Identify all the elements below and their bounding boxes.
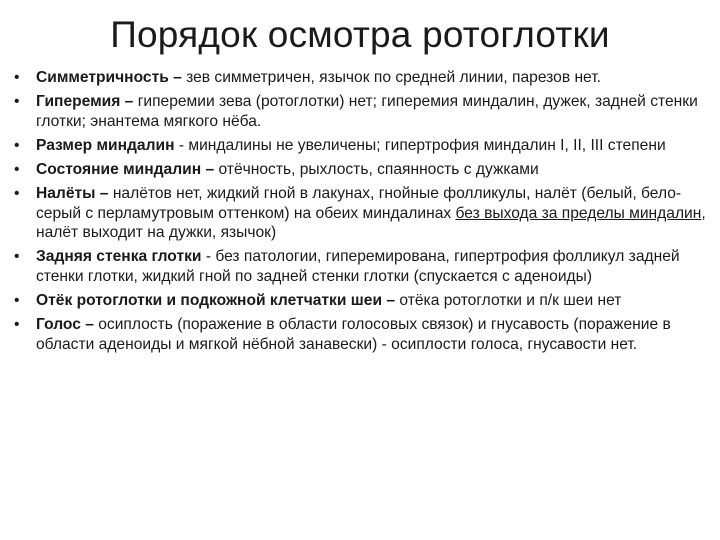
list-item [14, 315, 712, 354]
list-item [14, 184, 712, 242]
list-item [14, 68, 712, 87]
bullet-icon: • [14, 93, 20, 111]
item-text: отёчность, рыхлость, спаянность с дужками [214, 161, 539, 179]
bullet-icon: • [14, 291, 20, 309]
list-item [14, 291, 712, 310]
item-text: зев симметричен, язычок по средней линии, парезов нет. [181, 69, 601, 86]
slide-title: Порядок осмотра ротоглотки [110, 14, 610, 55]
item-heading: Гиперемия – [36, 93, 134, 111]
item-heading: Задняя стенка глотки [36, 248, 202, 266]
bullet-icon: • [14, 248, 20, 266]
item-heading: Голос – [36, 316, 94, 334]
item-text: - без патологии, гиперемирована, гипертрофия фолликул задней стенки глотки, жидкий гной по задней стенки глотки (спускается с аденоиды) [36, 248, 680, 285]
item-text: - миндалины не увеличены; гипертрофия миндалин I, II, III степени [174, 136, 666, 154]
bullet-icon: • [14, 161, 20, 179]
item-text: , налёт выходит на дужки, язычок) [36, 204, 706, 242]
list-item [14, 160, 712, 179]
item-text: осиплость (поражение в области голосовых связок) и гнусавость (поражение в области аденоиды и мягкой нёбной занавески) - осиплости голоса, гнусавости нет. [36, 316, 671, 353]
item-text: налётов нет, жидкий гной в лакунах, гнойные фолликулы, налёт (белый, бело-серый с перламутровым оттенком) на обеих миндалинах [36, 185, 682, 222]
item-text: отёка ротоглотки и п/к шеи нет [395, 291, 622, 309]
item-heading: Отёк ротоглотки и подкожной клетчатки шеи – [36, 291, 396, 309]
list-item [14, 136, 712, 155]
item-heading: Состояние миндалин – [36, 161, 215, 179]
bullet-list [14, 68, 712, 359]
bullet-icon: • [14, 69, 20, 86]
item-heading: Размер миндалин [36, 136, 175, 154]
item-text: гиперемии зева (ротоглотки) нет; гиперемия миндалин, дужек, задней стенки глотки; энантема мягкого нёба. [36, 93, 698, 130]
bullet-icon: • [14, 316, 20, 334]
list-item [14, 92, 712, 131]
list-item [14, 247, 712, 286]
bullet-icon: • [14, 185, 20, 203]
item-text-underlined: без выхода за пределы миндалин [455, 204, 702, 222]
bullet-icon: • [14, 136, 20, 154]
item-heading: Налёты – [36, 185, 109, 203]
item-heading: Симметричность – [36, 69, 182, 86]
